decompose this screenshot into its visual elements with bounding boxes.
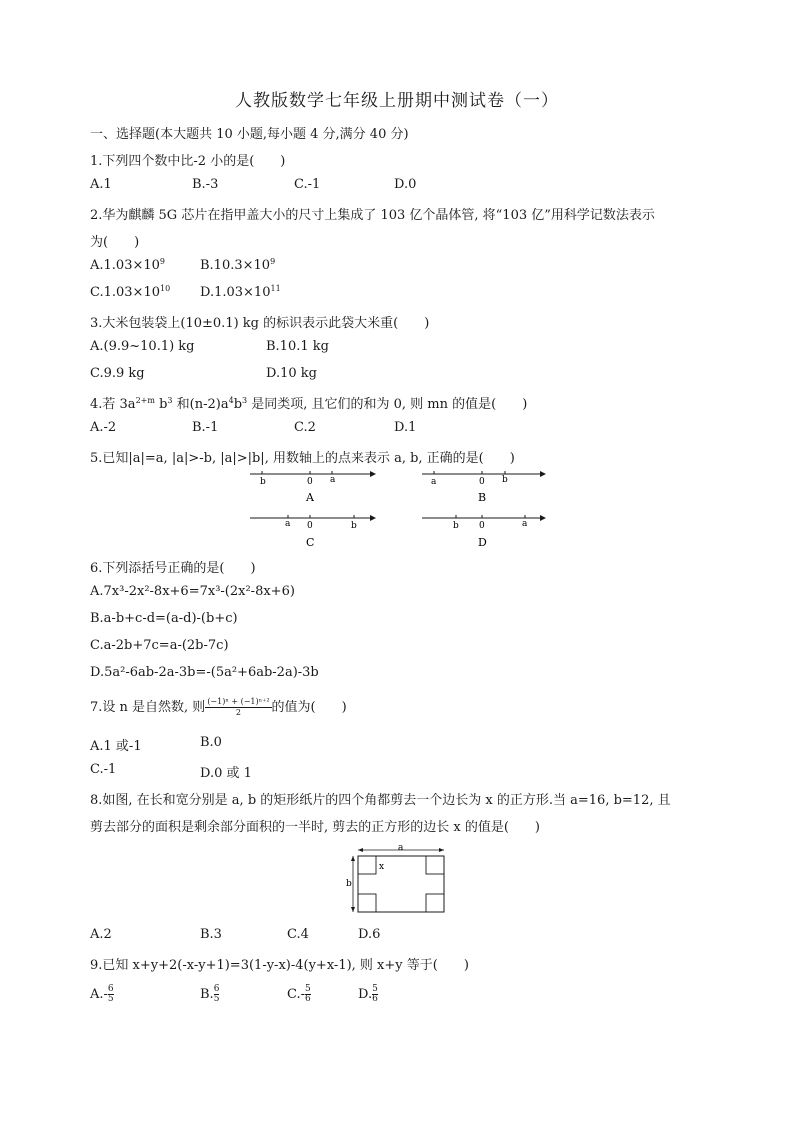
- q9-option-a[interactable]: A.- $\frac{6}{5}$: [90, 984, 114, 1004]
- label-zero: 0: [479, 521, 485, 531]
- question-5-stem: 5.已知|a|=a, |a|>-b, |a|>|b|, 用数轴上的点来表示 a, b, 正确的是( ): [90, 451, 515, 466]
- label-zero: 0: [307, 477, 313, 487]
- q7-option-d[interactable]: D.0 或 1: [200, 766, 252, 781]
- label-b: b: [260, 477, 266, 487]
- q8-option-a[interactable]: A.2: [90, 927, 112, 942]
- q6-option-d[interactable]: D.5a²-6ab-2a-3b=-(5a²+6ab-2a)-3b: [90, 665, 319, 680]
- label-b: b: [346, 879, 352, 889]
- q3-option-b[interactable]: B.10.1 kg: [266, 339, 329, 354]
- label-zero: 0: [307, 521, 313, 531]
- q9-option-b[interactable]: B. $\frac{6}{5}$: [200, 984, 220, 1004]
- label-x: x: [379, 862, 385, 872]
- q8-option-d[interactable]: D.6: [358, 927, 381, 942]
- number-line-b[interactable]: [422, 471, 546, 504]
- label-b: b: [502, 475, 508, 485]
- label-a: a: [522, 519, 528, 529]
- number-line-a[interactable]: [250, 471, 376, 504]
- q4-option-b[interactable]: B.-1: [192, 420, 219, 435]
- q4-option-a[interactable]: A.-2: [90, 420, 117, 435]
- label-zero: 0: [479, 477, 485, 487]
- q8-option-b[interactable]: B.3: [200, 927, 222, 942]
- q1-option-c[interactable]: C.-1: [294, 177, 321, 192]
- option-label-d: D: [478, 536, 487, 549]
- q2-option-b[interactable]: $B.10.3\times 10^9$: [200, 257, 276, 273]
- q2-option-a[interactable]: $A.1.03\times 10^9$: [90, 257, 165, 273]
- label-a: a: [285, 519, 291, 529]
- question-1-stem: 1.下列四个数中比-2 小的是( ): [90, 154, 286, 169]
- question-9-stem: 9.已知 x+y+2(-x-y+1)=3(1-y-x)-4(y+x-1), 则 x+y 等于( ): [90, 958, 469, 973]
- question-2-stem-line2: 为( ): [90, 235, 140, 250]
- q7-option-b[interactable]: B.0: [200, 735, 222, 750]
- q3-option-a[interactable]: A.(9.9~10.1) kg: [90, 339, 195, 354]
- q6-option-c[interactable]: C.a-2b+7c=a-(2b-7c): [90, 638, 229, 653]
- number-line-diagrams: [240, 466, 560, 552]
- label-a: a: [431, 477, 437, 487]
- option-label-a: A: [306, 491, 314, 504]
- label-b: b: [453, 521, 459, 531]
- q9-option-c[interactable]: C.- $\frac{5}{6}$: [287, 984, 311, 1004]
- q1-option-a[interactable]: A.1: [90, 177, 112, 192]
- q6-option-b[interactable]: B.a-b+c-d=(a-d)-(b+c): [90, 611, 238, 626]
- q7-option-a[interactable]: A.1 或-1: [90, 739, 142, 754]
- q8-option-c[interactable]: C.4: [287, 927, 309, 942]
- number-line-c[interactable]: [250, 515, 376, 549]
- label-a: a: [398, 844, 404, 853]
- q6-option-a[interactable]: A.7x³-2x²-8x+6=7x³-(2x²-8x+6): [90, 584, 295, 599]
- fraction: $\frac{\text{(−1)ⁿ + (−1)ⁿ⁺²}}{2}$: [207, 697, 270, 717]
- q2-option-d[interactable]: $D.1.03\times 10^{11}$: [200, 284, 281, 300]
- question-2-stem-line1: 2.华为麒麟 5G 芯片在指甲盖大小的尺寸上集成了 103 亿个晶体管, 将“103 亿”用科学记数法表示: [90, 208, 655, 223]
- q9-option-d[interactable]: D. $\frac{5}{6}$: [358, 984, 378, 1004]
- question-4-stem: 4.若 $3a^{2+m}$ $b^3$ 和$(n-2)a^4b^3$ 是同类项, 且它们的和为 0, 则 mn 的值是( ): [90, 396, 528, 412]
- page-title: 人教版数学七年级上册期中测试卷（一）: [235, 91, 559, 111]
- option-label-c: C: [306, 536, 315, 549]
- q4-option-c[interactable]: C.2: [294, 420, 316, 435]
- q2-option-c[interactable]: $C.1.03\times 10^{10}$: [90, 284, 171, 300]
- question-3-stem: 3.大米包装袋上(10±0.1) kg 的标识表示此袋大米重( ): [90, 316, 430, 331]
- q3-option-d[interactable]: D.10 kg: [266, 366, 317, 381]
- label-b: b: [351, 521, 357, 531]
- q4-option-d[interactable]: D.1: [394, 420, 417, 435]
- question-7-stem: 7.设 n 是自然数, 则 $\frac{\text{(−1)ⁿ + (−1)ⁿ⁺²}}{2}$ 的值为( ): [90, 697, 347, 717]
- q3-option-c[interactable]: C.9.9 kg: [90, 366, 145, 381]
- option-label-b: B: [478, 491, 487, 504]
- label-a: a: [330, 475, 336, 485]
- q1-option-b[interactable]: B.-3: [192, 177, 219, 192]
- rectangle-figure: [344, 844, 450, 914]
- section-heading: 一、选择题(本大题共 10 小题,每小题 4 分,满分 40 分): [90, 127, 409, 142]
- question-8-stem-line2: 剪去部分的面积是剩余部分面积的一半时, 剪去的正方形的边长 x 的值是( ): [90, 820, 541, 835]
- number-line-d[interactable]: [422, 515, 546, 549]
- q1-option-d[interactable]: D.0: [394, 177, 417, 192]
- question-6-stem: 6.下列添括号正确的是( ): [90, 561, 256, 576]
- question-8-stem-line1: 8.如图, 在长和宽分别是 a, b 的矩形纸片的四个角都剪去一个边长为 x 的正方形.当 a=16, b=12, 且: [90, 793, 671, 808]
- q7-option-c[interactable]: C.-1: [90, 762, 117, 777]
